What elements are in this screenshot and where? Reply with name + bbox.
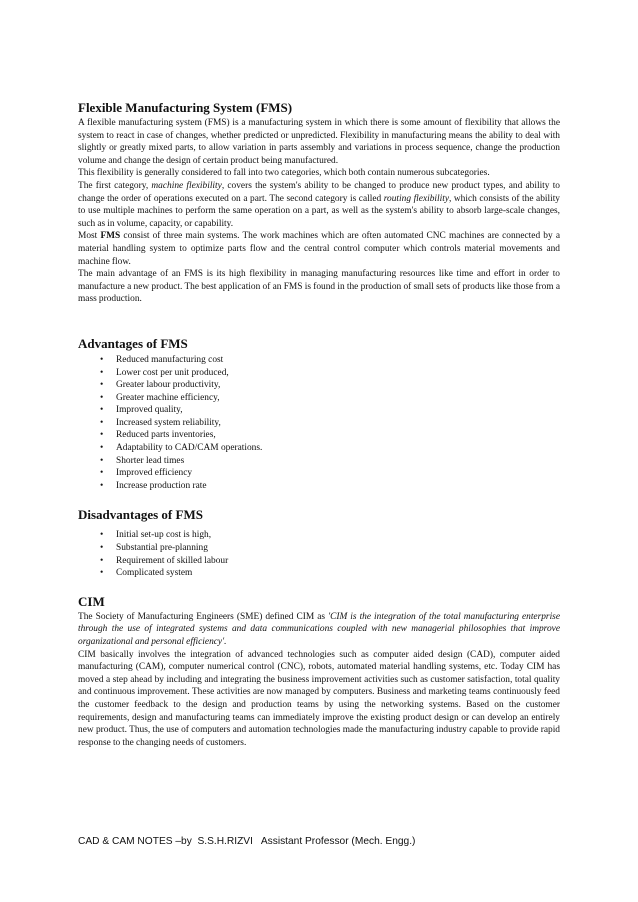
list-item-text: Greater labour productivity,: [116, 380, 221, 391]
fms-p4-text-a: Most: [78, 231, 101, 242]
fms-p3-text-b: , covers the system's ability to be changed to produce new product types, and ability to change the order of operations executed on a part. The second category is called: [78, 180, 560, 204]
list-item: [100, 354, 560, 367]
list-item: [100, 480, 560, 493]
fms-paragraph-1: A flexible manufacturing system (FMS) is a manufacturing system in which there is some amount of flexibility that allows the system to react in case of changes, whether predicted or unpredicted. Flexibility in manufacturing means the ability to deal with slightly or greatly mixed parts, to allow variation in parts assembly and variations in process sequence, change the production volume and change the design of certain product being manufactured.: [78, 118, 560, 166]
list-item: [100, 467, 560, 480]
fms-p3-text-a: The first category,: [78, 180, 152, 191]
bullet-icon: •: [100, 568, 104, 579]
list-item: [100, 555, 560, 568]
fms-paragraph-2: This flexibility is generally considered to fall into two categories, which both contain numerous subcategories.: [78, 168, 490, 179]
cim-definition-quote: 'CIM is the integration of the total manufacturing enterprise through the use of integrated systems and data communications coupled with new managerial philosophies that improve organizational and personal efficiency'.: [78, 611, 560, 647]
bullet-icon: •: [100, 530, 104, 541]
fms-p4-text-b: consist of three main systems. The work machines which are often automated CNC machines are connected by a material handling system to optimize parts flow and the central control computer which controls material movements and machine flow.: [78, 231, 561, 267]
bullet-icon: •: [100, 543, 104, 554]
cim-paragraph-1: [78, 611, 560, 649]
list-item-text: Improved efficiency: [116, 468, 193, 479]
list-item: [100, 404, 560, 417]
bullet-icon: •: [100, 468, 104, 479]
list-item-text: Initial set-up cost is high,: [116, 530, 212, 541]
cim-section: [78, 594, 560, 750]
list-item-text: Requirement of skilled labour: [116, 555, 229, 566]
list-item: [100, 392, 560, 405]
fms-section: [78, 100, 560, 306]
list-item-text: Greater machine efficiency,: [116, 392, 220, 403]
list-item-text: Lower cost per unit produced,: [116, 367, 229, 378]
page-content: [78, 100, 560, 749]
advantages-section: [78, 336, 560, 493]
list-item: [100, 442, 560, 455]
fms-bold-term: FMS: [100, 231, 121, 242]
bullet-icon: •: [100, 430, 104, 441]
list-item: [100, 455, 560, 468]
bullet-icon: •: [100, 367, 104, 378]
disadvantages-list: [78, 529, 560, 579]
list-item-text: Reduced parts inventories,: [116, 430, 216, 441]
list-item-text: Reduced manufacturing cost: [116, 354, 224, 365]
bullet-icon: •: [100, 443, 104, 454]
list-item: [100, 542, 560, 555]
list-item-text: Adaptability to CAD/CAM operations.: [116, 443, 263, 454]
advantages-heading: Advantages of FMS: [78, 335, 188, 351]
cim-paragraph-2: CIM basically involves the integration of advanced technologies such as computer aided design (CAD), computer aided manufacturing (CAM), computer numerical control (CNC), robots, automated material handling systems, etc. Today CIM has moved a step ahead by including and integrating the business improvement activities such as customer satisfaction, total quality and continuous improvement. These activities are now managed by computers. Business and marketing teams continuously feed the customer feedback to the design and production teams by using the networking systems. Based on the customer requirements, design and manufacturing teams can immediately improve the existing product design or can develop an entirely new product. Thus, the use of computers and automation technologies made the manufacturing industry capable to provide rapid response to the changing needs of customers.: [78, 649, 560, 748]
cim-heading: CIM: [78, 593, 105, 609]
list-item: [100, 567, 560, 580]
machine-flexibility-term: machine flexibility: [151, 180, 222, 191]
fms-paragraph-5: The main advantage of an FMS is its high flexibility in managing manufacturing resources like time and effort in order to manufacture a new product. The best application of an FMS is found in the production of small sets of products like those from a mass production.: [78, 269, 560, 305]
bullet-icon: •: [100, 392, 104, 403]
list-item-text: Improved quality,: [116, 405, 183, 416]
list-item-text: Complicated system: [116, 568, 193, 579]
fms-p3-text-c: , which consists of the ability to use multiple machines to perform the same operation on a part, as well as the system's ability to absorb large-scale changes, such as in volume, capacity, or capability.: [78, 193, 560, 229]
advantages-list: [78, 354, 560, 493]
bullet-icon: •: [100, 555, 104, 566]
fms-body: [78, 117, 560, 306]
fms-heading: Flexible Manufacturing System (FMS): [78, 100, 293, 115]
bullet-icon: •: [100, 455, 104, 466]
page-footer: CAD & CAM NOTES –by S.S.H.RIZVI Assistant Professor (Mech. Engg.): [78, 836, 416, 847]
bullet-icon: •: [100, 417, 104, 428]
cim-p1-text: The Society of Manufacturing Engineers (SME) defined CIM as: [78, 611, 329, 622]
fms-paragraph-3: [78, 180, 560, 230]
bullet-icon: •: [100, 354, 104, 365]
routing-flexibility-term: routing flexibility: [383, 193, 449, 204]
cim-body: [78, 611, 560, 750]
list-item-text: Substantial pre-planning: [116, 543, 208, 554]
list-item-text: Increased system reliability,: [116, 417, 221, 428]
list-item: [100, 529, 560, 542]
list-item-text: Increase production rate: [116, 480, 207, 491]
list-item: [100, 429, 560, 442]
disadvantages-section: [78, 507, 560, 579]
list-item: [100, 367, 560, 380]
list-item: [100, 417, 560, 430]
fms-paragraph-4: [78, 230, 560, 268]
disadvantages-heading: Disadvantages of FMS: [78, 507, 203, 523]
bullet-icon: •: [100, 380, 104, 391]
bullet-icon: •: [100, 405, 104, 416]
list-item: [100, 379, 560, 392]
list-item-text: Shorter lead times: [116, 455, 185, 466]
bullet-icon: •: [100, 480, 104, 491]
